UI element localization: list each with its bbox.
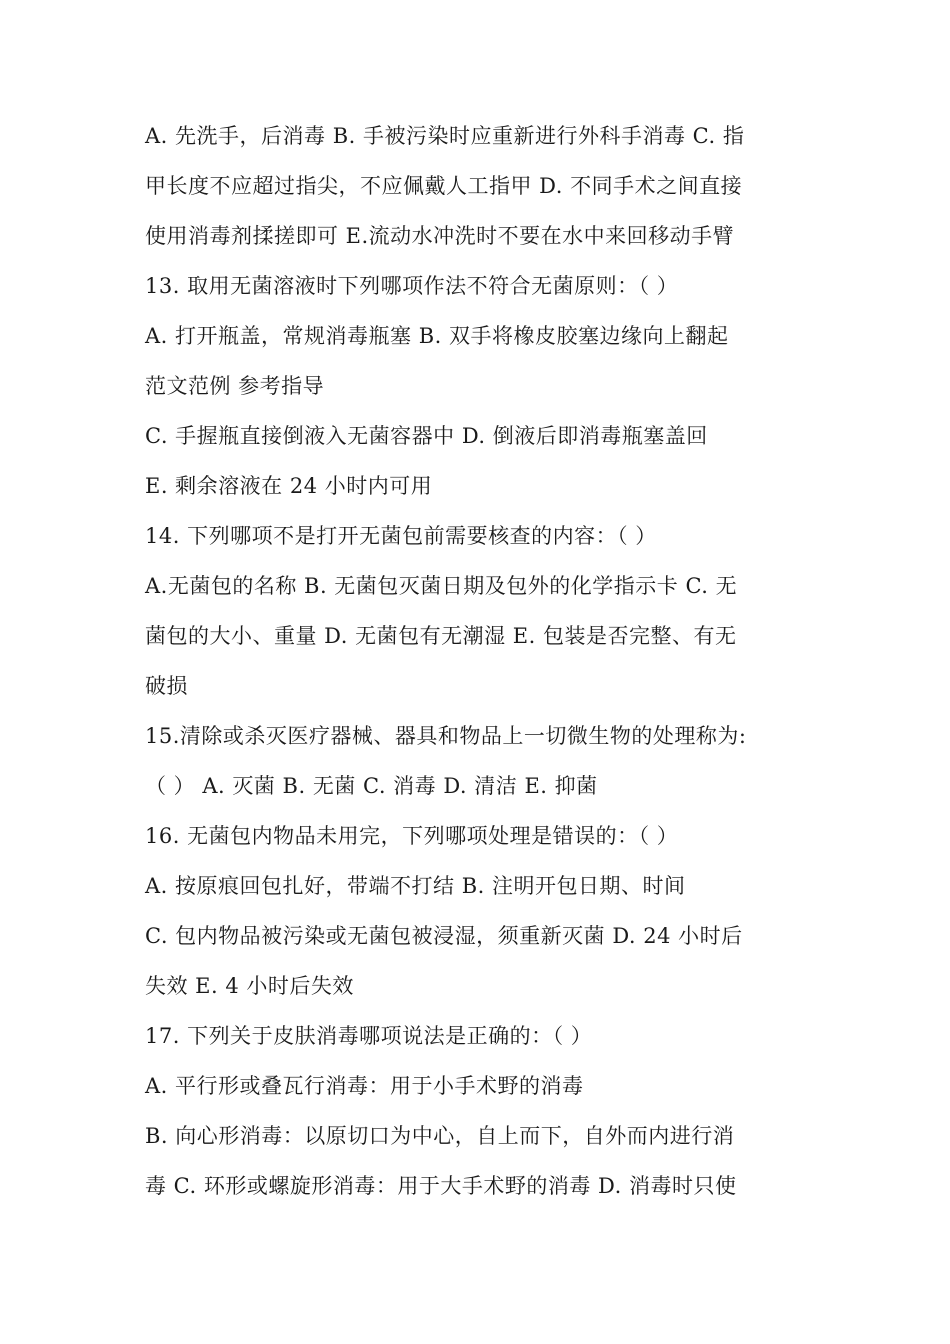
- watermark-text-line: 范文范例 参考指导: [145, 374, 325, 398]
- text-line-1: A. 先洗手，后消毒 B. 手被污染时应重新进行外科手消毒 C. 指: [145, 124, 745, 148]
- text-line-16: A. 按原痕回包扎好，带端不打结 B. 注明开包日期、时间: [145, 874, 686, 898]
- text-line-5: A. 打开瓶盖，常规消毒瓶塞 B. 双手将橡皮胶塞边缘向上翻起: [145, 324, 729, 348]
- text-line-17: C. 包内物品被污染或无菌包被浸湿，须重新灭菌 D. 24 小时后: [145, 924, 743, 948]
- question-14: 14. 下列哪项不是打开无菌包前需要核查的内容：（ ）: [145, 524, 657, 548]
- text-line-11: 菌包的大小、重量 D. 无菌包有无潮湿 E. 包装是否完整、有无: [145, 624, 737, 648]
- text-line-14: （ ） A. 灭菌 B. 无菌 C. 消毒 D. 清洁 E. 抑菌: [145, 774, 598, 798]
- question-16: 16. 无菌包内物品未用完，下列哪项处理是错误的：（ ）: [145, 824, 679, 848]
- text-line-7: C. 手握瓶直接倒液入无菌容器中 D. 倒液后即消毒瓶塞盖回: [145, 424, 708, 448]
- text-line-10: A.无菌包的名称 B. 无菌包灭菌日期及包外的化学指示卡 C. 无: [145, 574, 738, 598]
- text-line-8: E. 剩余溶液在 24 小时内可用: [145, 474, 433, 498]
- text-line-21: B. 向心形消毒：以原切口为中心，自上而下，自外而内进行消: [145, 1124, 735, 1148]
- question-17: 17. 下列关于皮肤消毒哪项说法是正确的：（ ）: [145, 1024, 593, 1048]
- text-line-20: A. 平行形或叠瓦行消毒：用于小手术野的消毒: [145, 1074, 584, 1098]
- question-15: 15.清除或杀灭医疗器械、器具和物品上一切微生物的处理称为:: [145, 724, 747, 748]
- document-body: [145, 111, 810, 1211]
- text-line-12: 破损: [145, 674, 188, 698]
- text-line-18: 失效 E. 4 小时后失效: [145, 974, 354, 998]
- text-line-2: 甲长度不应超过指尖，不应佩戴人工指甲 D. 不同手术之间直接: [145, 174, 743, 198]
- question-13: 13. 取用无菌溶液时下列哪项作法不符合无菌原则：（ ）: [145, 274, 679, 298]
- text-line-3: 使用消毒剂揉搓即可 E.流动水冲洗时不要在水中来回移动手臂: [145, 224, 735, 248]
- text-line-22: 毒 C. 环形或螺旋形消毒：用于大手术野的消毒 D. 消毒时只使: [145, 1174, 737, 1198]
